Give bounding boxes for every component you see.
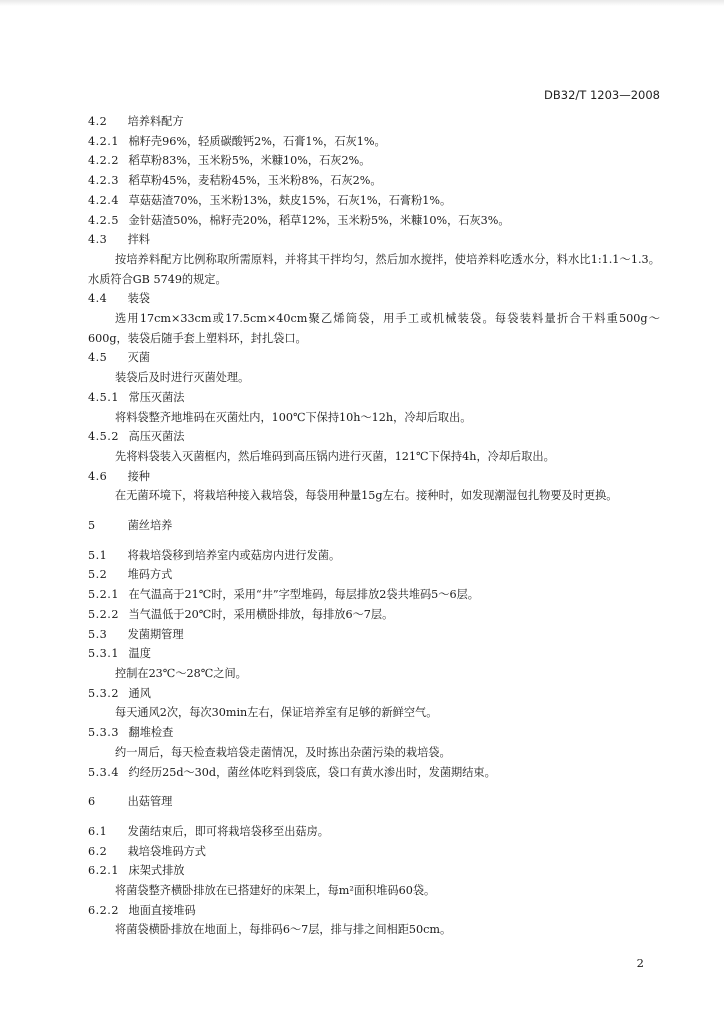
clause-number: 5.3.1: [88, 647, 119, 661]
clause-number: 4.2.4: [88, 193, 119, 207]
section-gap: [88, 506, 660, 516]
clause-text: 接种: [127, 469, 150, 483]
section-heading: [88, 112, 660, 132]
section-heading: [88, 348, 660, 368]
clause-text: 菌丝培养: [127, 519, 173, 533]
clause-item: [88, 171, 660, 191]
clause-item: [88, 546, 660, 566]
clause-text: 发菌期管理: [127, 627, 184, 641]
clause-number: 5.3: [88, 627, 108, 641]
clause-text: 灭菌: [127, 351, 150, 365]
clause-text: 约经历25d～30d，菌丝体吃料到袋底，袋口有黄水渗出时，发菌期结束。: [128, 765, 496, 779]
clause-item: [88, 861, 660, 881]
clause-item: [88, 427, 660, 447]
clause-text: 发菌结束后，即可将栽培袋移至出菇房。: [127, 824, 329, 838]
body-text: 将菌袋整齐横卧排放在已搭建好的床架上，每m²面积堆码60袋。: [115, 884, 436, 898]
clause-number: 6.1: [88, 824, 108, 838]
clause-number: 6.2.1: [88, 864, 119, 878]
clause-text: 在气温高于21℃时，采用“井”字型堆码，每层排放2袋共堆码5～6层。: [128, 588, 479, 602]
body-text: 控制在23℃～28℃之间。: [115, 666, 247, 680]
clause-number: 4.2.3: [88, 174, 119, 188]
clause-number: 5.2.2: [88, 607, 119, 621]
clause-item: [88, 605, 660, 625]
clause-item: [88, 625, 660, 645]
clause-number: 4.5: [88, 351, 108, 365]
section-heading: [88, 230, 660, 250]
clause-number: 4.4: [88, 292, 108, 306]
clause-text: 拌料: [127, 233, 150, 247]
clause-number: 5.2: [88, 568, 108, 582]
clause-number: 6.2: [88, 844, 108, 858]
paragraph: 选用17cm×33cm或17.5cm×40cm聚乙烯筒袋，用手工或机械装袋。每袋装料量折合干料重500g～600g，装袋后随手套上塑料环，封扎袋口。: [88, 312, 660, 345]
section-heading: [88, 516, 660, 536]
section-heading: [88, 792, 660, 812]
clause-number: 4.2.2: [88, 154, 119, 168]
clause-item: [88, 644, 660, 664]
body-text: 每天通风2次，每次30min左右，保证培养室有足够的新鲜空气。: [115, 706, 438, 720]
document-body: [88, 112, 660, 940]
clause-item: [88, 151, 660, 171]
document-code: DB32/T 1203—2008: [544, 88, 660, 102]
clause-item: [88, 565, 660, 585]
clause-item: [88, 842, 660, 862]
clause-text: 栽培袋堆码方式: [127, 844, 206, 858]
clause-number: 6.2.2: [88, 903, 119, 917]
page-number: 2: [636, 956, 644, 970]
body-text: 先将料袋装入灭菌框内，然后堆码到高压锅内进行灭菌，121℃下保持4h，冷却后取出。: [115, 449, 555, 463]
clause-number: 5.3.3: [88, 726, 119, 740]
clause-item: [88, 763, 660, 783]
clause-text: 通风: [128, 686, 151, 700]
clause-item: [88, 132, 660, 152]
body-text: 将料袋整齐地堆码在灭菌灶内，100℃下保持10h～12h，冷却后取出。: [115, 410, 472, 424]
clause-number: 5.3.2: [88, 686, 119, 700]
clause-text: 稻草粉83%，玉米粉5%，米糠10%，石灰2%。: [128, 154, 371, 168]
section-gap: [88, 782, 660, 792]
section-heading: [88, 467, 660, 487]
clause-text: 将栽培袋移到培养室内或菇房内进行发菌。: [127, 548, 341, 562]
clause-item: [88, 191, 660, 211]
clause-number: 6: [88, 795, 96, 809]
clause-text: 草菇菇渣70%，玉米粉13%，麸皮15%，石灰1%，石膏粉1%。: [128, 193, 452, 207]
clause-number: 4.5.1: [88, 390, 119, 404]
clause-text: 温度: [128, 647, 151, 661]
clause-text: 常压灭菌法: [128, 390, 185, 404]
section-gap: [88, 536, 660, 546]
clause-text: 稻草粉45%，麦秸粉45%，玉米粉8%，石灰2%。: [128, 174, 382, 188]
clause-text: 当气温低于20℃时，采用横卧排放，每排放6～7层。: [128, 607, 394, 621]
clause-text: 高压灭菌法: [128, 430, 185, 444]
clause-item: [88, 211, 660, 231]
clause-number: 4.2: [88, 115, 108, 128]
clause-number: 4.2.5: [88, 213, 119, 227]
clause-text: 地面直接堆码: [128, 903, 196, 917]
scan-edge: [0, 0, 724, 6]
clause-text: 床架式排放: [128, 864, 185, 878]
clause-number: 4.6: [88, 469, 108, 483]
clause-number: 4.5.2: [88, 430, 119, 444]
clause-item: [88, 822, 660, 842]
body-text: 约一周后，每天检查栽培袋走菌情况，及时拣出杂菌污染的栽培袋。: [115, 745, 451, 759]
clause-number: 5.2.1: [88, 588, 119, 602]
clause-number: 5: [88, 519, 96, 533]
paragraph: 按培养料配方比例称取所需原料，并将其干拌均匀，然后加水搅拌，使培养料吃透水分，料水比1:1.1～1.3。水质符合GB 5749的规定。: [88, 252, 660, 286]
section-heading: [88, 289, 660, 309]
clause-text: 出菇管理: [127, 795, 173, 809]
clause-text: 装袋: [127, 292, 150, 306]
clause-text: 棉籽壳96%，轻质碳酸钙2%，石膏1%，石灰1%。: [128, 134, 386, 148]
body-text: 将菌袋横卧排放在地面上，每排码6～7层，排与排之间相距50cm。: [115, 923, 452, 937]
clause-number: 5.3.4: [88, 765, 119, 779]
body-text: 装袋后及时进行灭菌处理。: [115, 371, 250, 385]
clause-item: [88, 585, 660, 605]
clause-text: 堆码方式: [127, 568, 173, 582]
clause-number: 5.1: [88, 548, 108, 562]
clause-text: 培养料配方: [127, 115, 184, 128]
clause-number: 4.2.1: [88, 134, 119, 148]
clause-text: 金针菇渣50%，棉籽壳20%，稻草12%，玉米粉5%，米糠10%，石灰3%。: [128, 213, 510, 227]
clause-number: 4.3: [88, 233, 108, 247]
clause-text: 翻堆检查: [128, 726, 174, 740]
clause-item: [88, 388, 660, 408]
paragraph: 在无菌环境下，将栽培种接入栽培袋，每袋用种量15g左右。接种时，如发现潮湿包扎物要及时更换。: [115, 489, 618, 503]
section-gap: [88, 812, 660, 822]
clause-item: [88, 901, 660, 921]
clause-item: [88, 684, 660, 704]
clause-item: [88, 723, 660, 743]
